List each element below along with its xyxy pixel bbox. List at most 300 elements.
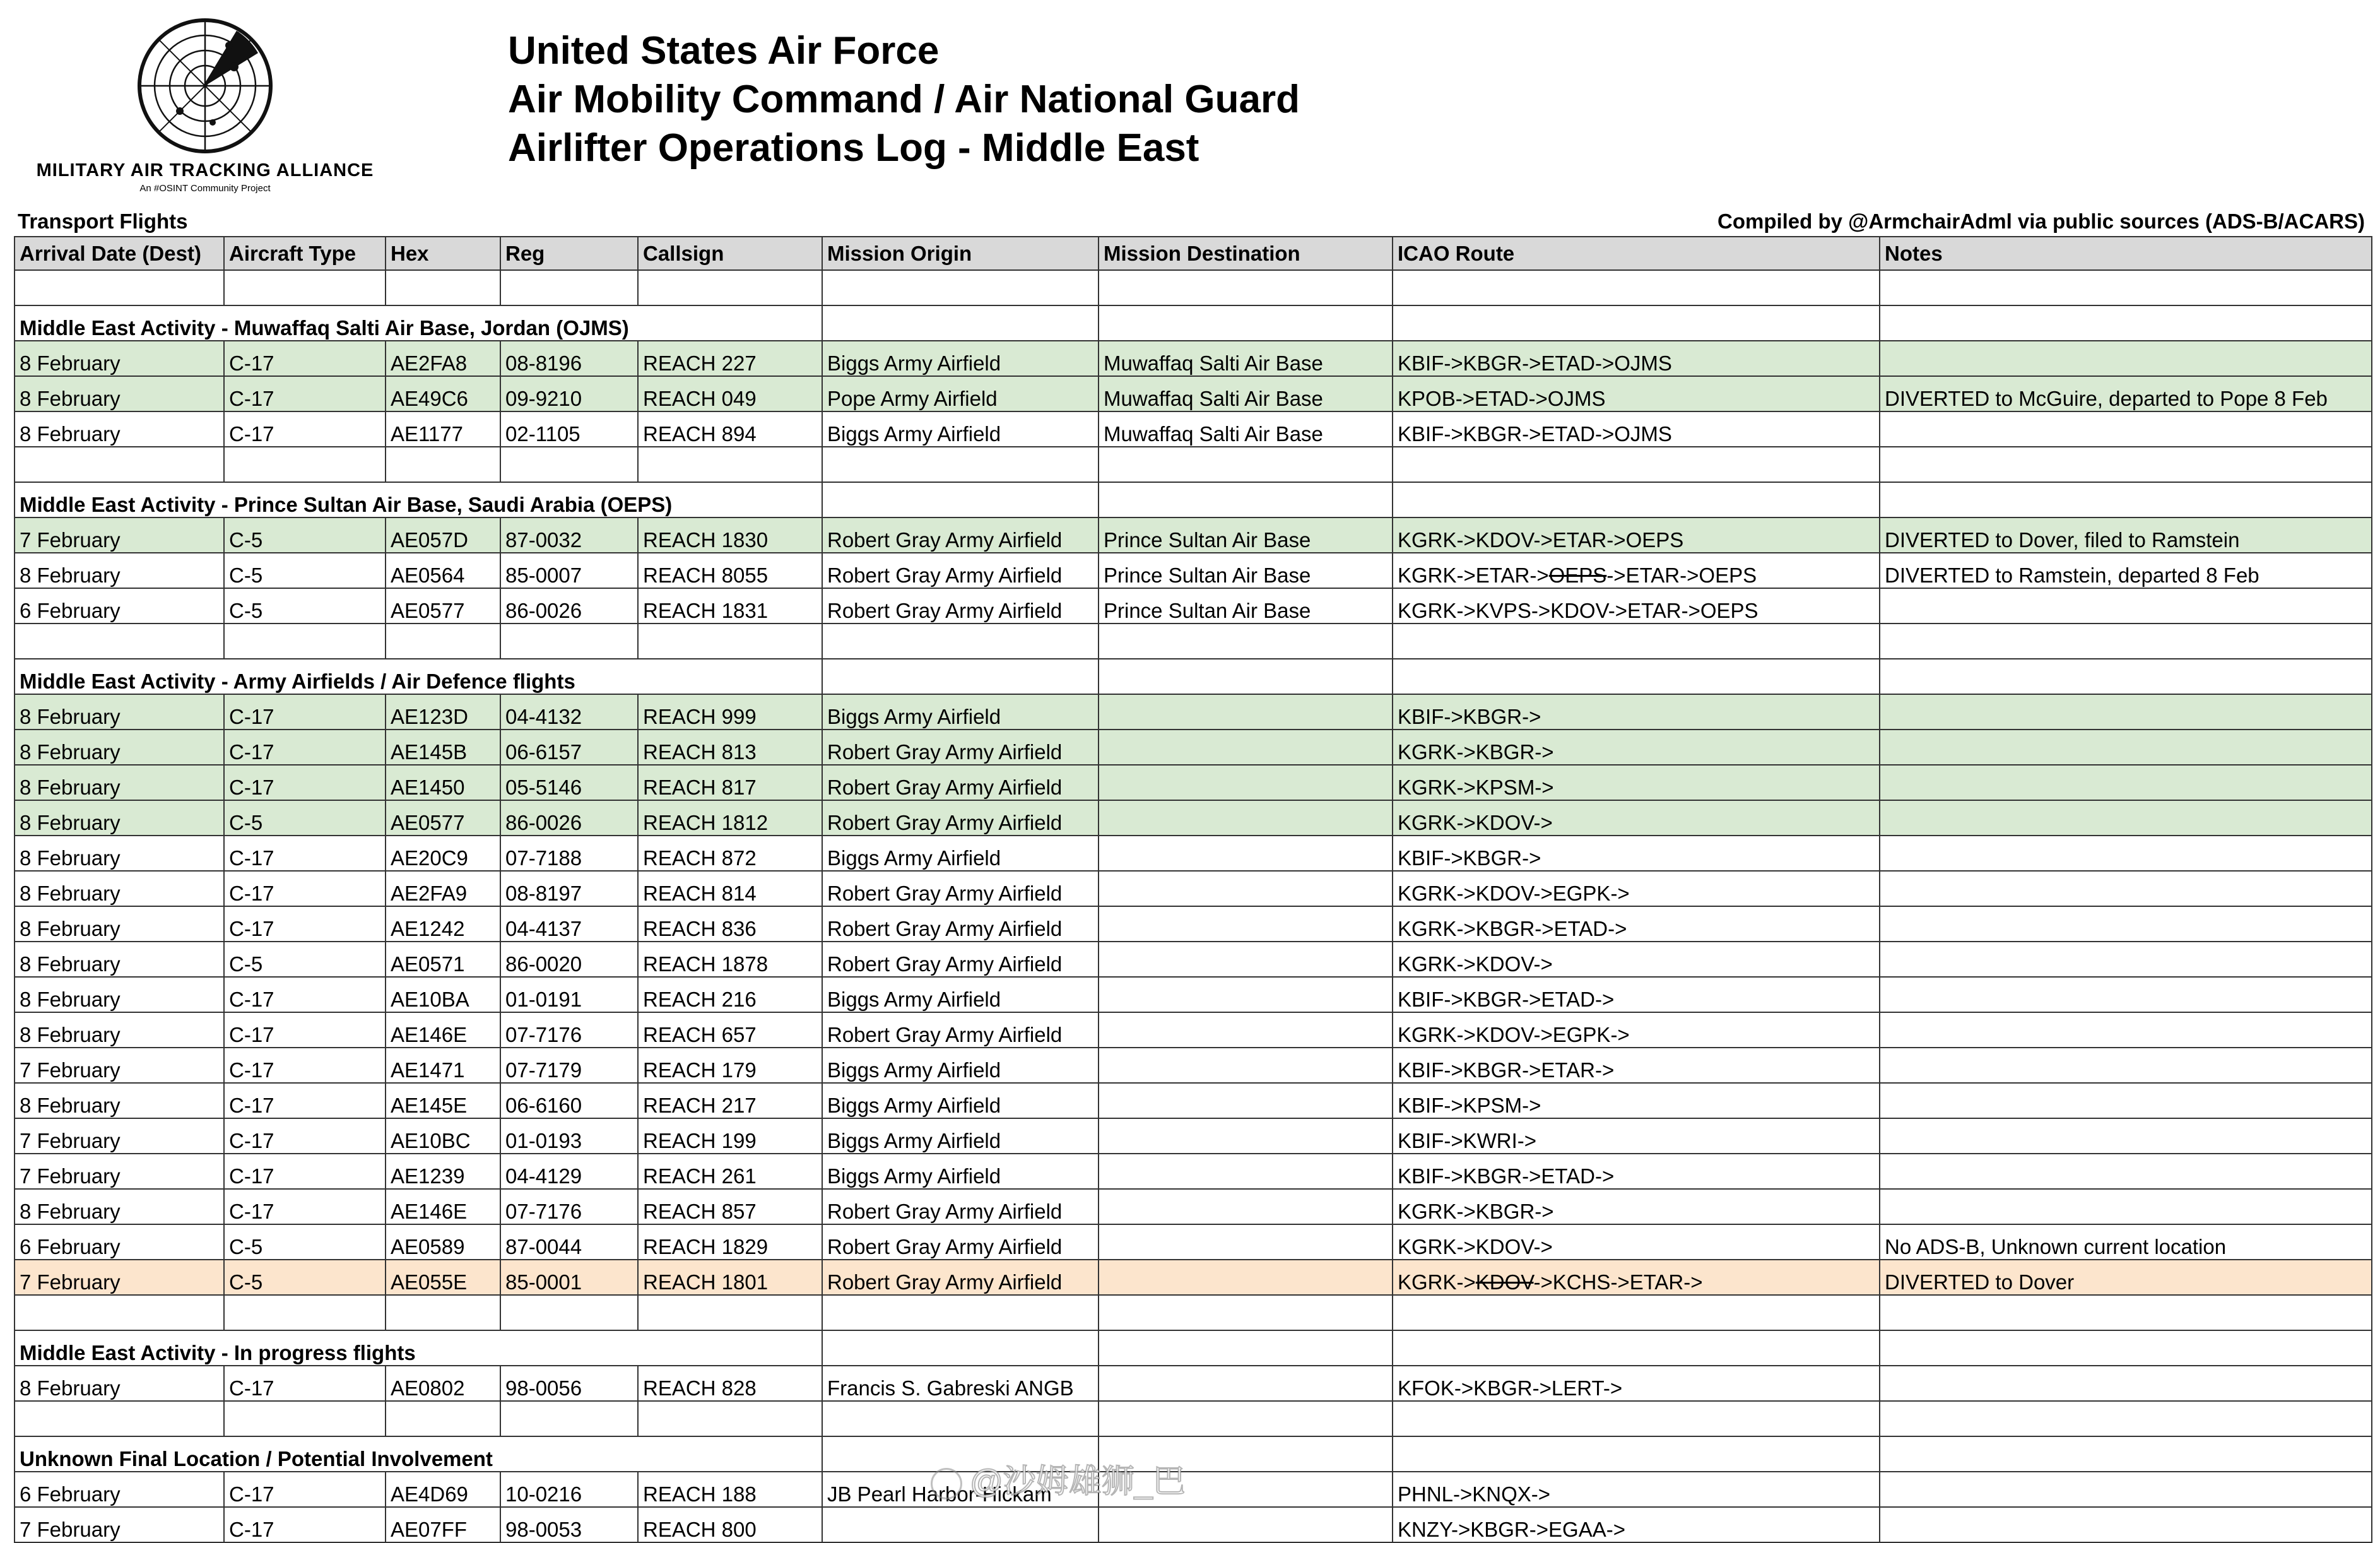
cell-arrival-date: 8 February [15, 1366, 224, 1401]
empty-cell [1880, 305, 2372, 341]
cell-arrival-date: 8 February [15, 836, 224, 871]
cell-mission-destination: Prince Sultan Air Base [1099, 517, 1393, 553]
section-title: Middle East Activity - Army Airfields / Air Defence flights [15, 659, 822, 694]
route-segment: KGRK-> [1398, 1270, 1476, 1294]
cell-reg: 07-7176 [500, 1012, 638, 1048]
cell-reg: 07-7176 [500, 1189, 638, 1224]
table-row [15, 1012, 2372, 1048]
table-row [15, 1224, 2372, 1260]
cell-icao-route [1393, 553, 1880, 588]
cell-icao-route: KBIF->KWRI-> [1393, 1118, 1880, 1154]
page-subtitle-2: Airlifter Operations Log - Middle East [508, 126, 1199, 170]
empty-cell [386, 270, 500, 305]
cell-notes [1880, 1189, 2372, 1224]
empty-cell [224, 447, 386, 482]
cell-icao-route: KGRK->KBGR-> [1393, 1189, 1880, 1224]
cell-callsign: REACH 999 [638, 694, 822, 730]
cell-mission-destination [1099, 800, 1393, 836]
route-segment: ->KCHS->ETAR-> [1533, 1270, 1703, 1294]
watermark-text: @沙姆雄狮_巴 [970, 1463, 1186, 1500]
cell-notes: DIVERTED to McGuire, departed to Pope 8 Feb [1880, 376, 2372, 411]
cell-icao-route: KPOB->ETAD->OJMS [1393, 376, 1880, 411]
cell-callsign: REACH 261 [638, 1154, 822, 1189]
cell-icao-route: KGRK->KBGR-> [1393, 730, 1880, 765]
table-row [15, 517, 2372, 553]
cell-callsign: REACH 199 [638, 1118, 822, 1154]
cell-reg: 04-4137 [500, 906, 638, 942]
cell-icao-route: KGRK->KDOV->EGPK-> [1393, 1012, 1880, 1048]
cell-notes [1880, 871, 2372, 906]
empty-cell [822, 1330, 1099, 1366]
cell-icao-route: KGRK->KPSM-> [1393, 765, 1880, 800]
cell-mission-destination [1099, 1189, 1393, 1224]
cell-arrival-date: 6 February [15, 588, 224, 624]
cell-arrival-date: 8 February [15, 942, 224, 977]
cell-hex: AE146E [386, 1189, 500, 1224]
cell-callsign: REACH 817 [638, 765, 822, 800]
cell-aircraft-type: C-17 [224, 411, 386, 447]
cell-aircraft-type: C-17 [224, 341, 386, 376]
cell-arrival-date: 8 February [15, 376, 224, 411]
col-header-hex: Hex [386, 237, 500, 270]
cell-arrival-date: 8 February [15, 553, 224, 588]
empty-cell [822, 1295, 1099, 1330]
cell-mission-destination [1099, 1154, 1393, 1189]
empty-cell [386, 1295, 500, 1330]
table-body [15, 270, 2372, 1542]
cell-mission-origin: Robert Gray Army Airfield [822, 553, 1099, 588]
empty-cell [1099, 624, 1393, 659]
cell-notes [1880, 1118, 2372, 1154]
logo-tagline: An #OSINT Community Project [139, 183, 271, 194]
cell-notes [1880, 836, 2372, 871]
empty-cell [224, 270, 386, 305]
cell-arrival-date: 8 February [15, 871, 224, 906]
cell-aircraft-type: C-17 [224, 1507, 386, 1542]
cell-aircraft-type: C-17 [224, 694, 386, 730]
empty-cell [1393, 447, 1880, 482]
empty-cell [1880, 1330, 2372, 1366]
cell-hex: AE146E [386, 1012, 500, 1048]
empty-cell [822, 659, 1099, 694]
col-header-mission-destination: Mission Destination [1099, 237, 1393, 270]
cell-mission-destination: Muwaffaq Salti Air Base [1099, 376, 1393, 411]
logo [25, 16, 385, 194]
cell-hex: AE0589 [386, 1224, 500, 1260]
cell-arrival-date: 7 February [15, 1260, 224, 1295]
empty-cell [1099, 1295, 1393, 1330]
empty-cell [15, 1295, 224, 1330]
cell-callsign: REACH 1878 [638, 942, 822, 977]
cell-hex: AE0564 [386, 553, 500, 588]
cell-mission-origin: Francis S. Gabreski ANGB [822, 1366, 1099, 1401]
cell-hex: AE057D [386, 517, 500, 553]
cell-hex: AE1239 [386, 1154, 500, 1189]
cell-mission-origin: JB Pearl Harbor-Hickam [822, 1472, 1099, 1507]
cell-arrival-date: 7 February [15, 1118, 224, 1154]
weibo-icon [931, 1468, 962, 1499]
empty-cell [500, 270, 638, 305]
empty-cell [1393, 1436, 1880, 1472]
cell-hex: AE1450 [386, 765, 500, 800]
cell-aircraft-type: C-17 [224, 1118, 386, 1154]
compiled-by-credit: Compiled by @ArmchairAdml via public sources (ADS-B/ACARS) [1717, 210, 2365, 233]
table-row [15, 730, 2372, 765]
empty-cell [1880, 1436, 2372, 1472]
cell-callsign: REACH 814 [638, 871, 822, 906]
empty-cell [638, 447, 822, 482]
cell-reg: 08-8196 [500, 341, 638, 376]
cell-icao-route: KBIF->KBGR->ETAD->OJMS [1393, 341, 1880, 376]
empty-cell [822, 447, 1099, 482]
cell-icao-route: KBIF->KBGR-> [1393, 694, 1880, 730]
empty-cell [1099, 1330, 1393, 1366]
radar-icon [136, 16, 274, 155]
cell-aircraft-type: C-5 [224, 942, 386, 977]
cell-callsign: REACH 217 [638, 1083, 822, 1118]
cell-aircraft-type: C-17 [224, 1048, 386, 1083]
cell-aircraft-type: C-17 [224, 836, 386, 871]
cell-callsign: REACH 1812 [638, 800, 822, 836]
cell-arrival-date: 7 February [15, 1507, 224, 1542]
blank-row [15, 1401, 2372, 1436]
cell-reg: 01-0191 [500, 977, 638, 1012]
cell-notes [1880, 694, 2372, 730]
route-segment: ->ETAR->OEPS [1606, 564, 1757, 587]
cell-reg: 07-7179 [500, 1048, 638, 1083]
cell-reg: 86-0020 [500, 942, 638, 977]
cell-mission-destination [1099, 1048, 1393, 1083]
cell-reg: 05-5146 [500, 765, 638, 800]
cell-aircraft-type: C-17 [224, 1366, 386, 1401]
empty-cell [1880, 270, 2372, 305]
table-label: Transport Flights [18, 210, 188, 233]
cell-reg: 08-8197 [500, 871, 638, 906]
cell-icao-route: KGRK->KDOV-> [1393, 1224, 1880, 1260]
cell-notes [1880, 977, 2372, 1012]
cell-mission-origin: Biggs Army Airfield [822, 1048, 1099, 1083]
section-header-row [15, 305, 2372, 341]
cell-mission-origin: Robert Gray Army Airfield [822, 1189, 1099, 1224]
cell-arrival-date: 8 February [15, 411, 224, 447]
table-row [15, 800, 2372, 836]
cell-mission-destination [1099, 906, 1393, 942]
cell-aircraft-type: C-17 [224, 765, 386, 800]
section-header-row [15, 659, 2372, 694]
cell-reg: 98-0053 [500, 1507, 638, 1542]
page-title: United States Air Force [508, 29, 940, 73]
operations-table [14, 236, 2372, 1543]
empty-cell [1099, 270, 1393, 305]
empty-cell [822, 482, 1099, 517]
table-row [15, 1118, 2372, 1154]
cell-mission-destination [1099, 1260, 1393, 1295]
cell-aircraft-type: C-17 [224, 1012, 386, 1048]
cell-icao-route: KGRK->KVPS->KDOV->ETAR->OEPS [1393, 588, 1880, 624]
section-title: Middle East Activity - In progress flights [15, 1330, 822, 1366]
table-row [15, 553, 2372, 588]
table-row [15, 1048, 2372, 1083]
cell-reg: 07-7188 [500, 836, 638, 871]
cell-hex: AE2FA8 [386, 341, 500, 376]
cell-callsign: REACH 1801 [638, 1260, 822, 1295]
cell-arrival-date: 6 February [15, 1224, 224, 1260]
cell-notes: DIVERTED to Dover [1880, 1260, 2372, 1295]
cell-aircraft-type: C-5 [224, 588, 386, 624]
cell-callsign: REACH 813 [638, 730, 822, 765]
empty-cell [1099, 482, 1393, 517]
cell-hex: AE123D [386, 694, 500, 730]
cell-reg: 86-0026 [500, 800, 638, 836]
table-row [15, 341, 2372, 376]
cell-arrival-date: 8 February [15, 694, 224, 730]
empty-cell [638, 624, 822, 659]
logo-brand: MILITARY AIR TRACKING ALLIANCE [36, 160, 374, 180]
empty-cell [500, 447, 638, 482]
empty-cell [386, 1401, 500, 1436]
cell-mission-destination [1099, 977, 1393, 1012]
empty-cell [1880, 447, 2372, 482]
cell-hex: AE1242 [386, 906, 500, 942]
cell-callsign: REACH 1830 [638, 517, 822, 553]
cell-callsign: REACH 657 [638, 1012, 822, 1048]
cell-hex: AE2FA9 [386, 871, 500, 906]
empty-cell [822, 1401, 1099, 1436]
cell-icao-route: KFOK->KBGR->LERT-> [1393, 1366, 1880, 1401]
page-title-block [508, 27, 1300, 172]
cell-aircraft-type: C-5 [224, 553, 386, 588]
table-row [15, 1366, 2372, 1401]
table-row [15, 694, 2372, 730]
cell-mission-destination: Prince Sultan Air Base [1099, 553, 1393, 588]
empty-cell [1099, 305, 1393, 341]
col-header-arrival-date: Arrival Date (Dest) [15, 237, 224, 270]
table-row [15, 871, 2372, 906]
cell-icao-route: KGRK->KDOV-> [1393, 942, 1880, 977]
empty-cell [15, 447, 224, 482]
route-segment: KGRK->ETAR-> [1398, 564, 1549, 587]
cell-mission-origin: Pope Army Airfield [822, 376, 1099, 411]
empty-cell [1880, 1295, 2372, 1330]
cell-mission-destination [1099, 1012, 1393, 1048]
cell-notes [1880, 588, 2372, 624]
table-row [15, 411, 2372, 447]
cell-arrival-date: 8 February [15, 730, 224, 765]
cell-notes [1880, 730, 2372, 765]
cell-mission-destination [1099, 694, 1393, 730]
cell-callsign: REACH 179 [638, 1048, 822, 1083]
table-row [15, 906, 2372, 942]
cell-reg: 86-0026 [500, 588, 638, 624]
cell-reg: 02-1105 [500, 411, 638, 447]
cell-icao-route: PHNL->KNQX-> [1393, 1472, 1880, 1507]
cell-notes [1880, 341, 2372, 376]
table-row [15, 836, 2372, 871]
cell-callsign: REACH 894 [638, 411, 822, 447]
empty-cell [1099, 447, 1393, 482]
empty-cell [1393, 659, 1880, 694]
cell-mission-destination [1099, 836, 1393, 871]
col-header-icao-route: ICAO Route [1393, 237, 1880, 270]
empty-cell [1099, 659, 1393, 694]
cell-reg: 85-0001 [500, 1260, 638, 1295]
cell-reg: 06-6157 [500, 730, 638, 765]
cell-aircraft-type: C-17 [224, 376, 386, 411]
cell-callsign: REACH 1831 [638, 588, 822, 624]
cell-mission-destination [1099, 1083, 1393, 1118]
cell-mission-origin: Biggs Army Airfield [822, 341, 1099, 376]
cell-hex: AE20C9 [386, 836, 500, 871]
empty-cell [386, 447, 500, 482]
cell-notes [1880, 765, 2372, 800]
cell-arrival-date: 8 February [15, 977, 224, 1012]
cell-icao-route: KNZY->KBGR->EGAA-> [1393, 1507, 1880, 1542]
cell-mission-origin: Robert Gray Army Airfield [822, 588, 1099, 624]
empty-cell [224, 624, 386, 659]
cell-hex: AE10BA [386, 977, 500, 1012]
route-struck-segment: KDOV [1475, 1270, 1534, 1294]
cell-aircraft-type: C-17 [224, 977, 386, 1012]
cell-mission-origin: Robert Gray Army Airfield [822, 765, 1099, 800]
cell-arrival-date: 8 February [15, 906, 224, 942]
blank-row [15, 1295, 2372, 1330]
cell-callsign: REACH 836 [638, 906, 822, 942]
cell-mission-destination [1099, 1507, 1393, 1542]
cell-hex: AE0577 [386, 800, 500, 836]
cell-icao-route: KGRK->KDOV-> [1393, 800, 1880, 836]
cell-arrival-date: 7 February [15, 1048, 224, 1083]
empty-cell [638, 1401, 822, 1436]
blank-row [15, 447, 2372, 482]
cell-mission-origin: Robert Gray Army Airfield [822, 906, 1099, 942]
empty-cell [1393, 1295, 1880, 1330]
section-header-row [15, 1330, 2372, 1366]
cell-aircraft-type: C-5 [224, 517, 386, 553]
empty-cell [386, 624, 500, 659]
cell-notes: DIVERTED to Ramstein, departed 8 Feb [1880, 553, 2372, 588]
cell-arrival-date: 8 February [15, 1189, 224, 1224]
cell-hex: AE07FF [386, 1507, 500, 1542]
empty-cell [1393, 1401, 1880, 1436]
cell-mission-destination [1099, 1366, 1393, 1401]
cell-hex: AE055E [386, 1260, 500, 1295]
cell-mission-origin: Biggs Army Airfield [822, 1154, 1099, 1189]
cell-notes [1880, 1507, 2372, 1542]
empty-cell [1880, 1401, 2372, 1436]
cell-hex: AE1471 [386, 1048, 500, 1083]
cell-icao-route: KBIF->KBGR-> [1393, 836, 1880, 871]
cell-notes [1880, 1366, 2372, 1401]
cell-mission-origin: Robert Gray Army Airfield [822, 1260, 1099, 1295]
cell-reg: 04-4129 [500, 1154, 638, 1189]
cell-reg: 04-4132 [500, 694, 638, 730]
section-header-row [15, 482, 2372, 517]
cell-reg: 09-9210 [500, 376, 638, 411]
cell-mission-destination [1099, 765, 1393, 800]
cell-mission-origin: Robert Gray Army Airfield [822, 517, 1099, 553]
cell-mission-destination: Muwaffaq Salti Air Base [1099, 341, 1393, 376]
cell-hex: AE0577 [386, 588, 500, 624]
cell-hex: AE145B [386, 730, 500, 765]
cell-mission-destination [1099, 1118, 1393, 1154]
cell-hex: AE0802 [386, 1366, 500, 1401]
cell-hex: AE1177 [386, 411, 500, 447]
table-row [15, 1507, 2372, 1542]
empty-cell [1393, 482, 1880, 517]
cell-mission-origin: Robert Gray Army Airfield [822, 871, 1099, 906]
cell-callsign: REACH 188 [638, 1472, 822, 1507]
table-row [15, 1154, 2372, 1189]
cell-notes [1880, 1472, 2372, 1507]
blank-row [15, 624, 2372, 659]
table-row [15, 1189, 2372, 1224]
cell-hex: AE4D69 [386, 1472, 500, 1507]
empty-cell [822, 305, 1099, 341]
route-struck-segment: OEPS [1548, 564, 1607, 587]
cell-mission-origin: Biggs Army Airfield [822, 1118, 1099, 1154]
cell-icao-route: KGRK->KDOV->EGPK-> [1393, 871, 1880, 906]
empty-cell [1393, 624, 1880, 659]
cell-reg: 01-0193 [500, 1118, 638, 1154]
cell-mission-origin: Biggs Army Airfield [822, 1083, 1099, 1118]
cell-callsign: REACH 800 [638, 1507, 822, 1542]
section-title: Middle East Activity - Muwaffaq Salti Air Base, Jordan (OJMS) [15, 305, 822, 341]
cell-aircraft-type: C-17 [224, 1154, 386, 1189]
cell-aircraft-type: C-17 [224, 730, 386, 765]
cell-reg: 87-0044 [500, 1224, 638, 1260]
col-header-mission-origin: Mission Origin [822, 237, 1099, 270]
empty-cell [638, 1295, 822, 1330]
cell-reg: 87-0032 [500, 517, 638, 553]
cell-icao-route: KBIF->KBGR->ETAD-> [1393, 1154, 1880, 1189]
cell-hex: AE145E [386, 1083, 500, 1118]
page-subtitle: Air Mobility Command / Air National Guard [508, 78, 1300, 121]
cell-callsign: REACH 857 [638, 1189, 822, 1224]
cell-mission-origin: Robert Gray Army Airfield [822, 1012, 1099, 1048]
col-header-aircraft-type: Aircraft Type [224, 237, 386, 270]
blank-row [15, 270, 2372, 305]
cell-callsign: REACH 227 [638, 341, 822, 376]
empty-cell [224, 1295, 386, 1330]
cell-callsign: REACH 828 [638, 1366, 822, 1401]
cell-hex: AE10BC [386, 1118, 500, 1154]
table-row [15, 977, 2372, 1012]
cell-notes [1880, 411, 2372, 447]
cell-notes: No ADS-B, Unknown current location [1880, 1224, 2372, 1260]
empty-cell [1880, 482, 2372, 517]
col-header-callsign: Callsign [638, 237, 822, 270]
empty-cell [1393, 305, 1880, 341]
cell-hex: AE0571 [386, 942, 500, 977]
table-row [15, 765, 2372, 800]
cell-arrival-date: 6 February [15, 1472, 224, 1507]
cell-mission-origin [822, 1507, 1099, 1542]
cell-notes [1880, 1083, 2372, 1118]
empty-cell [1393, 1330, 1880, 1366]
cell-mission-origin: Biggs Army Airfield [822, 836, 1099, 871]
cell-aircraft-type: C-17 [224, 1189, 386, 1224]
empty-cell [224, 1401, 386, 1436]
cell-notes [1880, 1048, 2372, 1083]
col-header-reg: Reg [500, 237, 638, 270]
section-header-row [15, 1436, 2372, 1472]
cell-reg: 98-0056 [500, 1366, 638, 1401]
cell-mission-destination [1099, 871, 1393, 906]
cell-mission-origin: Robert Gray Army Airfield [822, 730, 1099, 765]
cell-icao-route: KBIF->KBGR->ETAD-> [1393, 977, 1880, 1012]
cell-mission-destination: Muwaffaq Salti Air Base [1099, 411, 1393, 447]
cell-mission-destination [1099, 942, 1393, 977]
